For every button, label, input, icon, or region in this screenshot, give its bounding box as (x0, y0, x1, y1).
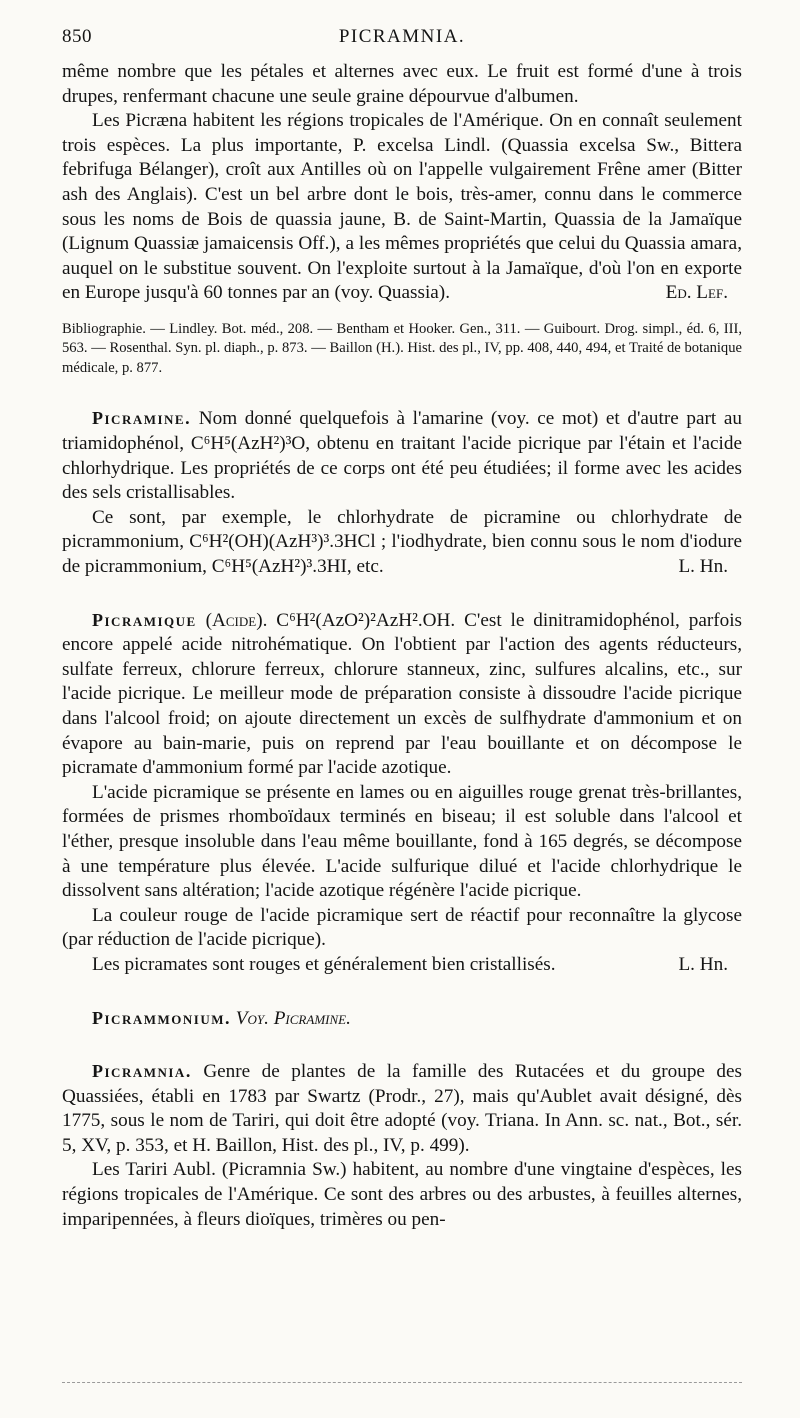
picramique-paragraph-2: L'acide picramique se présente en lames ou en aiguilles rouge grenat très-brillantes, formées de prismes rhomboïdaux terminés en biseau; il est soluble dans l'alcool et l'éther, presque insoluble dans l'eau même bouillante, fond à 165 degrés, se décompose à une température plus élevée. L'acide sulfurique dilué et l'acide chlorhydrique le dissolvent sans altération; l'acide azotique régénère l'acide picrique. (62, 781, 742, 902)
page-body (62, 60, 742, 1232)
page-header (62, 26, 742, 56)
running-title: PICRAMNIA. (338, 26, 466, 47)
picramine-paragraph-1: Nom donné quelquefois à l'amarine (voy. ce mot) et d'autre part au triamidophénol, C⁶H⁵(AzH²)³O, obtenu en traitant l'acide picrique par l'étain et l'acide chlorhydrique. Les propriétés de ce corps ont été peu étudiées; il forme avec les acides des sels cristallisables. (62, 408, 742, 504)
picramnia-paragraph-1: Genre de plantes de la famille des Rutacées et du groupe des Quassiées, établi en 1783 par Swartz (Prodr., 27), mais qu'Aublet avait désigné, dès 1775, sous le nom de Tariri, qui doit être adopté (voy. Triana. In Ann. sc. nat., Bot., sér. 5, XV, p. 353, et H. Baillon, Hist. des pl., IV, p. 499). (62, 1061, 742, 1156)
picramique-paragraph-4: Les picramates sont rouges et généralement bien cristallisés. (92, 953, 556, 975)
quassia-author-signature: Ed. Lef. (665, 282, 728, 304)
quassia-paragraph-2 (62, 109, 742, 306)
picramique-paragraph-1: C⁶H²(AzO²)²AzH².OH. C'est le dinitramidophénol, parfois encore appelé acide nitrohématique. On l'obtient par l'action des agents réducteurs, sulfate ferreux, chlorure ferreux, chlorure stanneux, zinc, sulfures alcalins, etc., sur l'acide picrique. Le meilleur mode de préparation consiste à dissoudre l'acide picrique dans l'alcool froid; on ajoute directement un excès de sulfhydrate d'ammonium et on évapore au bain-marie, puis on reprend par l'eau bouillante et on décompose le picramate d'ammonium formé par l'acide azotique. (62, 609, 743, 779)
entry-picramique (62, 608, 742, 781)
picramique-headword: Picramique (92, 609, 197, 630)
entry-picramnia (62, 1059, 742, 1158)
picramine-author-signature: L. Hn. (678, 556, 728, 577)
quassia-paragraph-1: même nombre que les pétales et alternes avec eux. Le fruit est formé d'une à trois drupes, renfermant chacune une seule graine dépourvue d'albumen. (62, 61, 742, 107)
picramique-author-signature: L. Hn. (678, 953, 728, 975)
picramique-paragraph-3: La couleur rouge de l'acide picramique sert de réactif pour reconnaître la glycose (par réduction de l'acide picrique). (62, 904, 742, 951)
quassia-paragraph-2-text: Les Picræna habitent les régions tropicales de l'Amérique. On en connaît seulement trois espèces. La plus importante, P. excelsa Lindl. (Quassia excelsa Sw., Bittera febrifuga Bélanger), croît aux Antilles où on l'appelle vulgairement Frêne amer (Bitter ash des Anglais). C'est un bel arbre dont le bois, très-amer, connu dans le commerce sous les noms de Bois de quassia jaune, B. de Saint-Martin, Quassia de la Jamaïque (Lignum Quassiæ jamaicensis Off.), a les mêmes propriétés que celui du Quassia amara, auquel on le substitue souvent. On l'exploite surtout à la Jamaïque, d'où l'on en exporte en Europe jusqu'à 60 tonnes par an (voy. Quassia). (62, 110, 742, 304)
quassia-bibliography: Bibliographie. — Lindley. Bot. méd., 208. — Bentham et Hooker. Gen., 311. — Guibourt. Drog. simpl., éd. 6, III, 563. — Rosenthal. Syn. pl. diaph., p. 873. — Baillon (H.). Hist. des pl., IV, pp. 408, 440, 494, et Traité de botanique médicale, p. 877. (62, 320, 742, 376)
entry-picramine (62, 406, 742, 505)
picramine-paragraph-2-block (62, 506, 742, 580)
picramnia-headword: Picramnia. (92, 1061, 192, 1082)
picramine-paragraph-2: Ce sont, par exemple, le chlorhydrate de picramine ou chlorhydrate de picrammonium, C⁶H²(OH)(AzH³)³.3HCl ; l'iodhydrate, bien connu sous le nom d'iodure de picrammonium, C⁶H⁵(AzH²)³.3HI, etc. (62, 506, 742, 577)
picramique-paragraph-4-block (62, 953, 742, 978)
picramnia-paragraph-2: Les Tariri Aubl. (Picramnia Sw.) habitent, au nombre d'une vingtaine d'espèces, les régions tropicales de l'Amérique. Ce sont des arbres ou des arbustes, à feuilles alternes, imparipennées, à fleurs dioïques, trimères ou pen- (62, 1159, 742, 1230)
picrammonium-headword: Picrammonium. (92, 1007, 231, 1028)
picrammonium-cross-reference: Voy. Picramine. (235, 1007, 351, 1029)
picramine-headword: Picramine. (92, 408, 192, 429)
footer-divider (62, 1382, 742, 1383)
page-number: 850 (62, 26, 92, 47)
picramique-headword-suffix: (Acide). (205, 609, 268, 631)
entry-picrammonium (62, 1006, 742, 1032)
